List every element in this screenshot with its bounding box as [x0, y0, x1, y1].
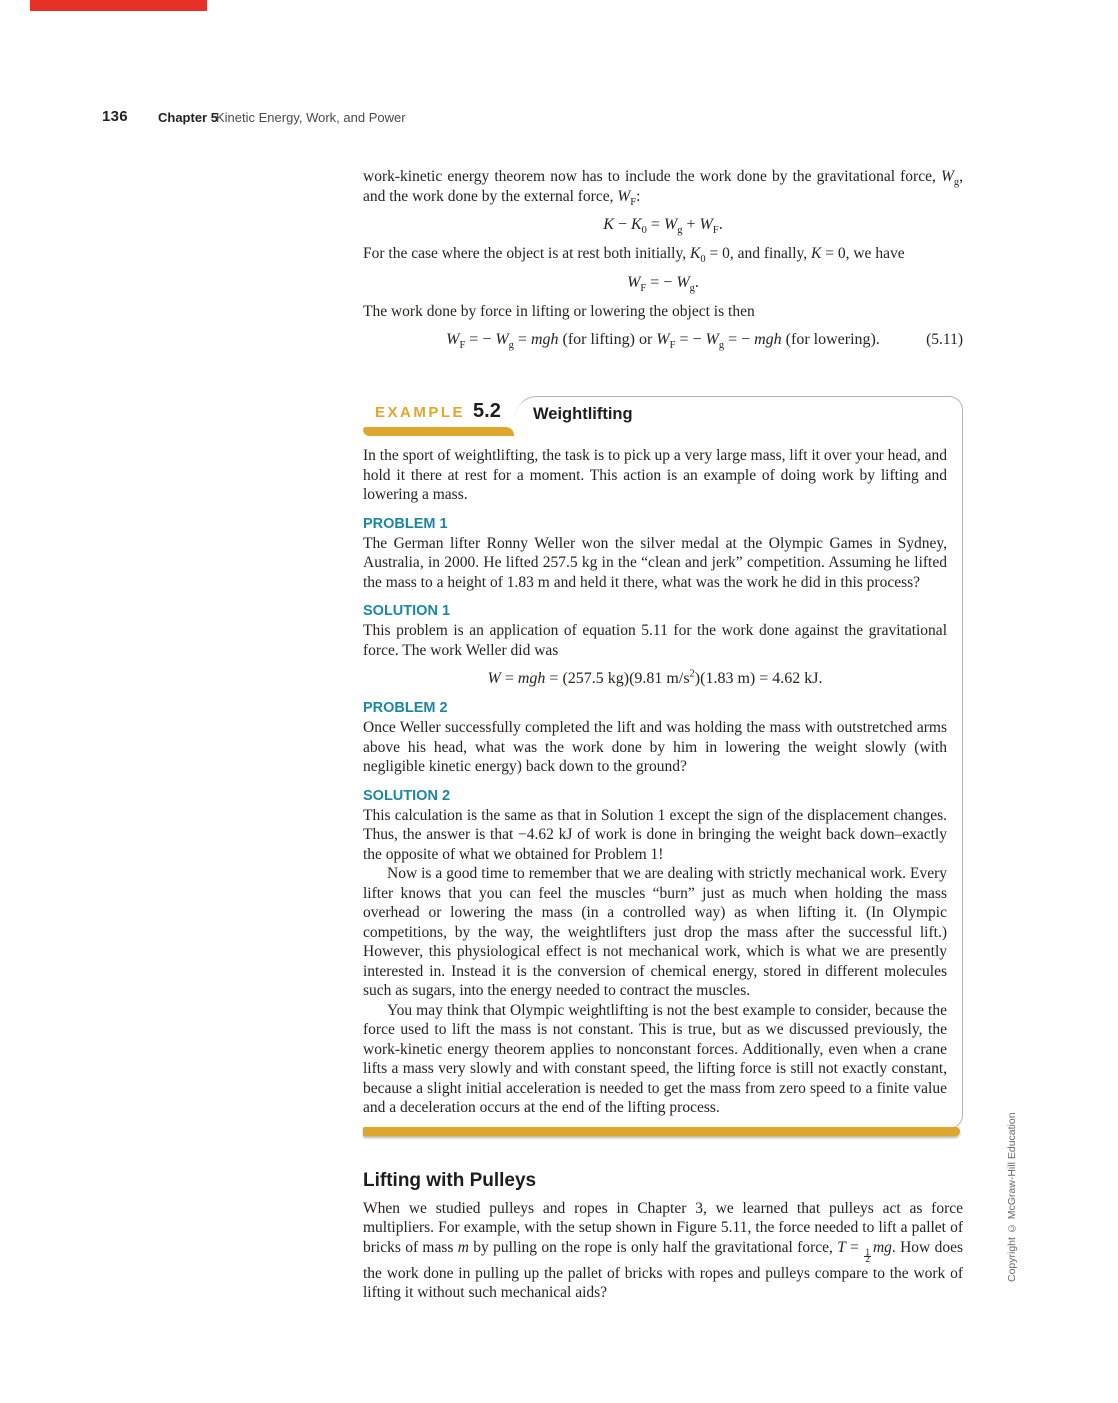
example-title: Weightlifting — [533, 405, 633, 423]
page-number: 136 — [102, 108, 128, 125]
equation-5-11-row — [363, 330, 963, 350]
paragraph-at-rest-case: For the case where the object is at rest both initially, $K_0 = 0$, and finally, K = 0, we have — [363, 245, 905, 266]
running-head — [0, 108, 1118, 128]
example-gold-swoosh — [363, 427, 514, 436]
equation-wf-wg: $W_F$ = − $W_g$. — [627, 273, 699, 294]
body-column — [363, 160, 963, 1303]
solution2-heading: SOLUTION 2 — [363, 787, 451, 804]
equation-number: (5.11) — [926, 331, 963, 348]
problem1-text: The German lifter Ronny Weller won the silver medal at the Olympic Games in Sydney, Australia, in 2000. He lifted 257.5 kg in the “clean and jerk” competition. Assuming he lifted the mass to a height of 1.83 m and held it there, what was the work he did in this process? — [363, 534, 947, 591]
equation-5-11: $W_F$ = − $W_g$ = mgh (for lifting) or $W_F$ = − $W_g$ = − mgh (for lowering). — [446, 331, 880, 352]
example-box — [363, 396, 963, 1136]
solution2-paragraph-2: Now is a good time to remember that we are dealing with strictly mechanical work. Every lifter knows that you can feel the muscles “burn” just as much when holding the mass overhead or lowering the mass (in a controlled way) as when lifting it. (In Olympic competitions, by the way, the weightlifters just drop the mass after the successful lift.) However, this physiological effect is not mechanical work, which is what we are presently interested in. Instead it is the conversion of chemical energy, stored in different molecules such as sugars, into the energy needed to contract the muscles. — [363, 865, 947, 999]
section-heading-lifting-with-pulleys: Lifting with Pulleys — [363, 1169, 537, 1191]
chapter-label: Chapter 5 — [158, 110, 218, 125]
example-box-border — [515, 396, 963, 1129]
solution1-equation: W = mgh = (257.5 kg)(9.81 $m/s^2)(1.83$ m) = 4.62 kJ. — [487, 668, 823, 687]
solution1-heading: SOLUTION 1 — [363, 603, 451, 619]
chapter-color-tab — [30, 0, 207, 11]
problem2-heading: PROBLEM 2 — [363, 700, 448, 716]
example-intro: In the sport of weightlifting, the task is to pick up a very large mass, lift it over your head, and hold it there at rest for a moment. This action is an example of doing work by lifting and lowering a mass. — [363, 447, 947, 503]
paragraph-work-lifting: The work done by force in lifting or lowering the object is then — [363, 302, 755, 320]
pulleys-paragraph: When we studied pulleys and ropes in Chapter 3, we learned that pulleys act as force multipliers. For example, with the setup shown in Figure 5.11, the force needed to lift a pallet of bricks of mass m by pulling on the rope is only half the gravitational force, T = $\frac{1}{2}$ mg. How does the work done in pulling up the pallet of bricks with ropes and pulleys compare to the work of lifting it without such mechanical aids? — [363, 1199, 963, 1301]
solution2-paragraph-3: You may think that Olympic weightlifting is not the best example to consider, because the force used to lift the mass is not constant. This is true, but as we discussed previously, the work-kinetic energy theorem applies to nonconstant forces. Additionally, even when a crane lifts a mass very slowly and with constant speed, the lifting force is still not exactly constant, because a slight initial acceleration is needed to get the mass from zero speed to a finite value and a deceleration occurs at the end of the lifting process. — [363, 1001, 947, 1116]
problem1-heading: PROBLEM 1 — [363, 515, 448, 532]
solution1-text: This problem is an application of equation 5.11 for the work done against the gravitational force. The work Weller did was — [363, 622, 947, 659]
example-label-word: EXAMPLE — [375, 404, 466, 421]
example-number: 5.2 — [473, 400, 501, 422]
chapter-title: Kinetic Energy, Work, and Power — [216, 110, 406, 125]
example-gold-bottom-bar — [363, 1127, 960, 1136]
solution2-paragraph-1: This calculation is the same as that in Solution 1 except the sign of the displacement changes. Thus, the answer is that −4.62 kJ of work is done in bringing the weight back down–exactly the opposite of what we obtained for Problem 1! — [363, 806, 947, 863]
example-label — [375, 402, 501, 423]
copyright-sidebar: Copyright © McGraw-Hill Education — [1006, 1112, 1018, 1282]
paragraph-work-theorem: work-kinetic energy theorem now has to include the work done by the gravitational force, $W_g$, and the work done by the external force, $W_F$: — [363, 168, 963, 208]
problem2-text: Once Weller successfully completed the lift and was holding the mass with outstretched arms above his head, what was the work done by him in lowering the weight slowly (with negligible kinetic energy) back down to the ground? — [363, 719, 947, 775]
equation-k-k0: $K - K_0 = W_g + W_F$. — [603, 216, 723, 237]
